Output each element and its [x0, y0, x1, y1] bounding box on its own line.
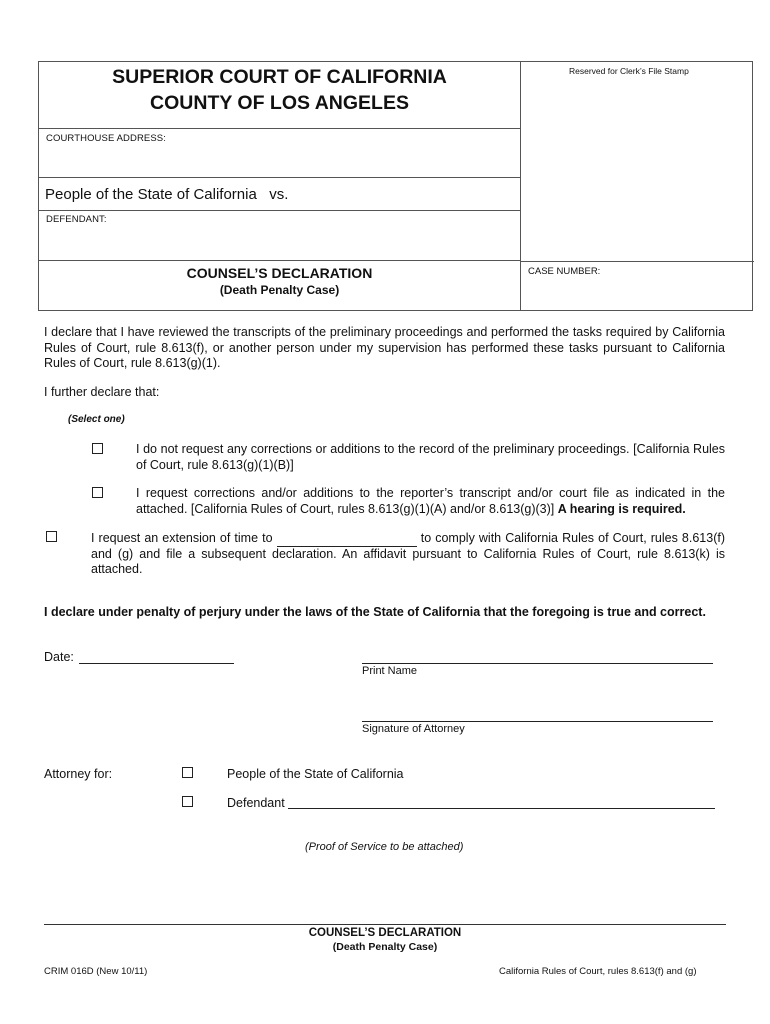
- defendant-label: DEFENDANT:: [46, 214, 107, 225]
- extension-time-field[interactable]: [277, 530, 417, 547]
- clerk-stamp-label: Reserved for Clerk’s File Stamp: [569, 66, 689, 76]
- print-name-field[interactable]: [362, 663, 713, 664]
- caption-left-column: [39, 62, 521, 310]
- signature-label: Signature of Attorney: [362, 723, 465, 735]
- option2-checkbox[interactable]: [92, 487, 103, 498]
- option2-paragraph: [136, 486, 725, 517]
- court-header: [39, 62, 520, 129]
- defendant-checkbox[interactable]: [182, 796, 193, 807]
- extension-paragraph: [91, 530, 725, 578]
- option1-text: I do not request any corrections or additions to the record of the preliminary proceedings. [California Rules of Court, rule 8.613(g)(1)(B)]: [136, 442, 725, 472]
- option1-checkbox[interactable]: [92, 443, 103, 454]
- courthouse-address-label: COURTHOUSE ADDRESS:: [46, 133, 166, 144]
- form-subtitle: (Death Penalty Case): [219, 283, 340, 297]
- hearing-required-text: A hearing is required.: [557, 501, 686, 516]
- extension-checkbox[interactable]: [46, 531, 57, 542]
- case-number-label: CASE NUMBER:: [528, 266, 601, 277]
- option2-text: I request corrections and/or additions to the reporter’s transcript and/or court file as indicated in the attached. [California Rules of Court, rules 8.613(g)(1)(A) and/or 8.613(g)(3)]: [136, 486, 725, 516]
- extension-text-part2: to comply with California Rules of Court, rules 8.613(f) and (g) and file a subsequent declaration. An affidavit pursuant to California Rules of Court, rule 8.613(k) is attached.: [91, 531, 725, 576]
- date-field[interactable]: [79, 663, 234, 664]
- proof-of-service-note: (Proof of Service to be attached): [305, 841, 464, 853]
- caption-box: [38, 61, 753, 311]
- court-county: COUNTY OF LOS ANGELES: [150, 92, 409, 114]
- further-declare-text: I further declare that:: [44, 385, 160, 399]
- print-name-label: Print Name: [362, 665, 418, 677]
- case-number-field[interactable]: [521, 261, 754, 312]
- form-title: COUNSEL’S DECLARATION: [186, 265, 373, 281]
- footer-title: COUNSEL’S DECLARATION: [308, 927, 462, 939]
- people-option-label: People of the State of California: [227, 767, 404, 781]
- attorney-for-label: Attorney for:: [44, 767, 113, 781]
- signature-field[interactable]: [362, 721, 713, 722]
- people-vs-row: [39, 178, 520, 211]
- courthouse-address-field[interactable]: [39, 129, 520, 178]
- people-checkbox[interactable]: [182, 767, 193, 778]
- footer-form-id: CRIM 016D (New 10/11): [44, 966, 148, 977]
- declaration-title-row: [39, 261, 520, 312]
- footer-divider: [44, 924, 726, 925]
- perjury-statement: I declare under penalty of perjury under the laws of the State of California that the foregoing is true and correct.: [44, 605, 706, 619]
- defendant-option-label: Defendant: [227, 796, 285, 810]
- defendant-name-field[interactable]: [288, 808, 715, 809]
- court-name: SUPERIOR COURT OF CALIFORNIA: [112, 66, 447, 88]
- footer-subtitle: (Death Penalty Case): [332, 941, 438, 953]
- people-vs-text: People of the State of California vs.: [45, 186, 289, 203]
- defendant-field[interactable]: [39, 211, 520, 261]
- select-one-label: (Select one): [68, 414, 125, 425]
- footer-rules-reference: California Rules of Court, rules 8.613(f) and (g): [499, 966, 697, 977]
- date-label: Date:: [44, 650, 74, 664]
- extension-text-part1: I request an extension of time to: [91, 531, 273, 545]
- intro-paragraph: I declare that I have reviewed the transcripts of the preliminary proceedings and performed the tasks required by California Rules of Court, rule 8.613(f), or another person under my supervision has performed these tasks pursuant to California Rules of Court, rule 8.613(g)(1).: [44, 325, 725, 370]
